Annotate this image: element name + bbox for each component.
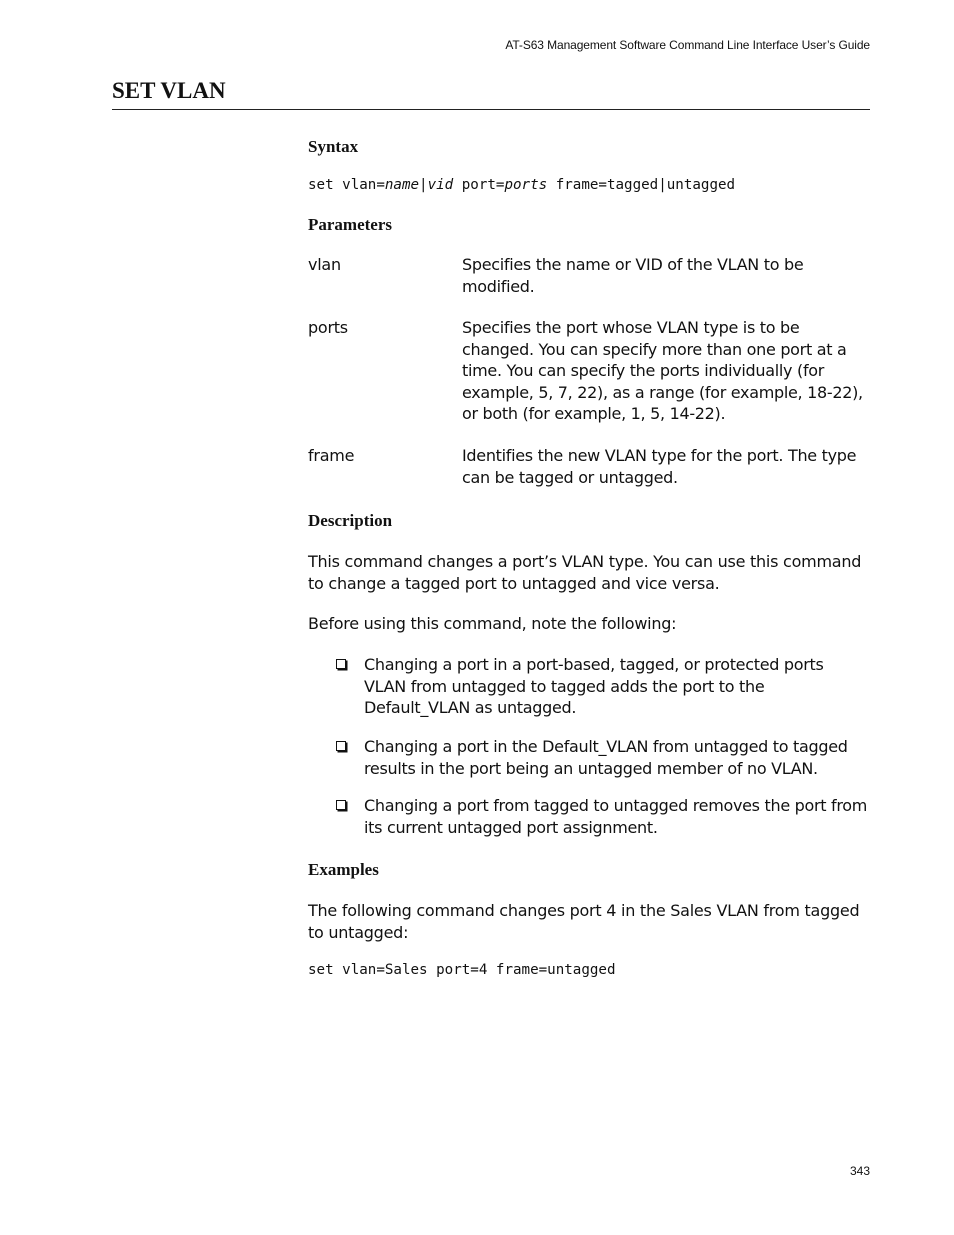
description-heading: Description bbox=[308, 511, 393, 530]
parameter-description: Specifies the port whose VLAN type is to be changed. You can specify more than one port at a time. You can specify the ports individually (for example, 5, 7, 22), as a range (for example, 18-22), or both (for example, 1, 5, 14-22). bbox=[462, 318, 863, 423]
syntax-part: | bbox=[419, 177, 428, 193]
example-code: set vlan=Sales port=4 frame=untagged bbox=[308, 962, 616, 978]
syntax-part: port= bbox=[453, 177, 505, 193]
title-rule bbox=[112, 109, 870, 110]
parameters-heading: Parameters bbox=[308, 215, 393, 234]
examples-paragraph: The following command changes port 4 in the Sales VLAN from tagged to untagged: bbox=[308, 901, 860, 942]
checkbox-bullet-icon bbox=[336, 741, 346, 751]
list-item-text: Changing a port in the Default_VLAN from untagged to tagged results in the port being an untagged member of no VLAN. bbox=[364, 737, 848, 778]
running-header: AT-S63 Management Software Command Line Interface User’s Guide bbox=[505, 38, 870, 52]
checkbox-bullet-icon bbox=[336, 800, 346, 810]
parameter-name: vlan bbox=[308, 255, 341, 274]
syntax-placeholder-name: name bbox=[384, 177, 420, 193]
description-paragraph: This command changes a port’s VLAN type. You can use this command to change a tagged port to untagged and vice versa. bbox=[308, 552, 862, 593]
syntax-heading: Syntax bbox=[308, 137, 359, 156]
syntax-code bbox=[308, 177, 735, 193]
checkbox-bullet-icon bbox=[336, 659, 346, 669]
description-note-intro: Before using this command, note the following: bbox=[308, 614, 677, 633]
examples-heading: Examples bbox=[308, 860, 379, 879]
syntax-part: set vlan= bbox=[308, 177, 385, 193]
parameter-name: ports bbox=[308, 318, 348, 337]
page-title: SET VLAN bbox=[112, 78, 226, 103]
parameter-name: frame bbox=[308, 446, 355, 465]
syntax-placeholder-vid: vid bbox=[427, 177, 454, 193]
syntax-part: frame=tagged|untagged bbox=[547, 177, 736, 193]
syntax-placeholder-ports: ports bbox=[504, 177, 548, 193]
parameter-description: Identifies the new VLAN type for the port. The type can be tagged or untagged. bbox=[462, 446, 857, 487]
page-number: 343 bbox=[849, 1164, 870, 1178]
list-item-text: Changing a port in a port-based, tagged, or protected ports VLAN from untagged to tagged adds the port to the Default_VLAN as untagged. bbox=[364, 655, 824, 717]
list-item-text: Changing a port from tagged to untagged removes the port from its current untagged port assignment. bbox=[364, 796, 868, 837]
parameter-description: Specifies the name or VID of the VLAN to be modified. bbox=[462, 255, 804, 296]
